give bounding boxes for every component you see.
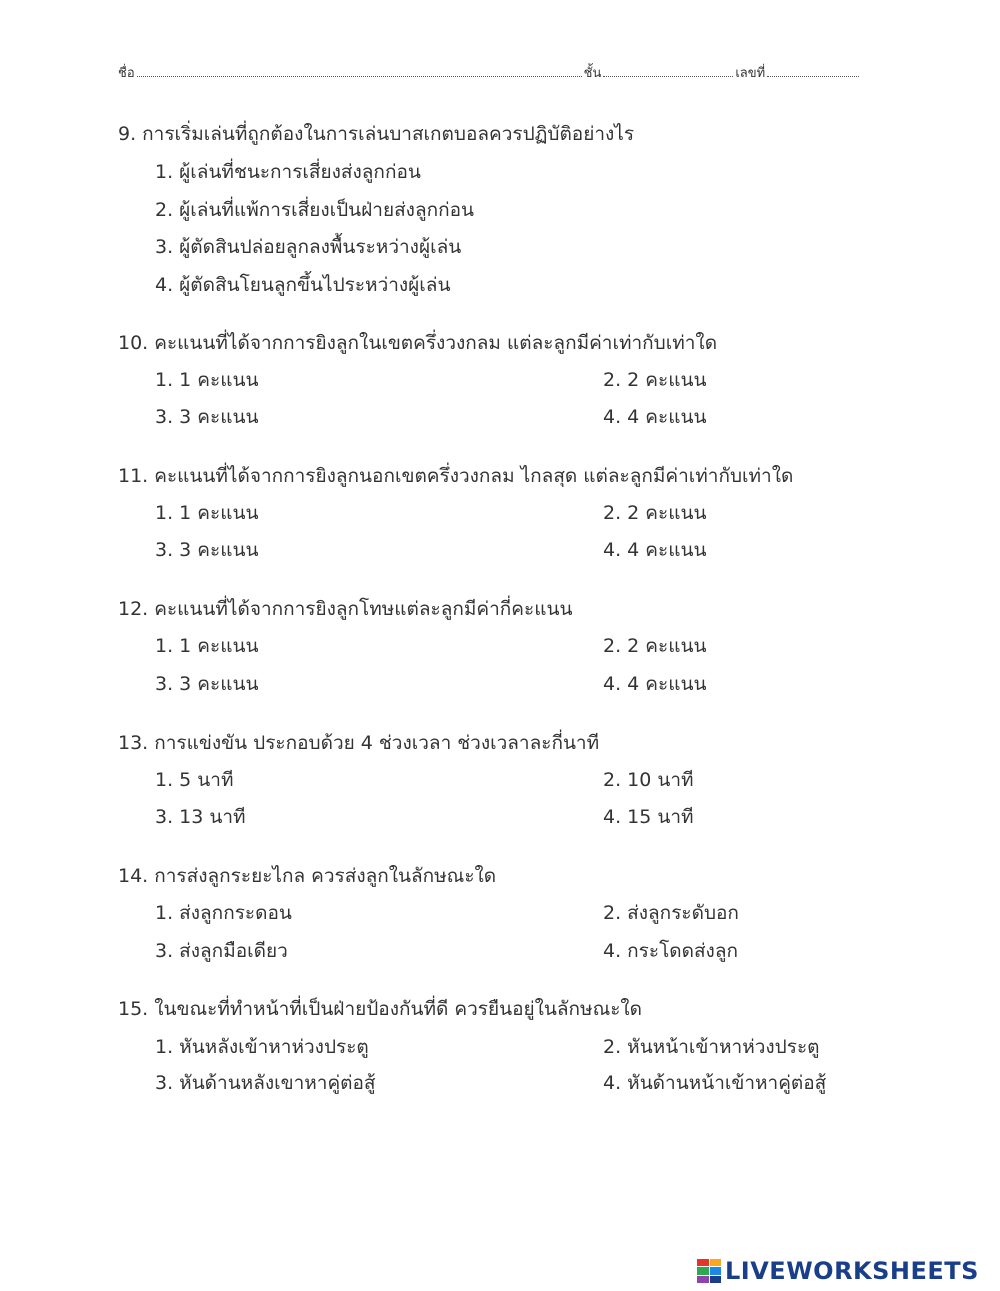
question-title: 15. ในขณะที่ทำหน้าที่เป็นฝ่ายป้องกันที่ดี ควรยืนอยู่ในลักษณะใด xyxy=(118,998,643,1020)
liveworksheets-logo xyxy=(697,1256,979,1286)
question-13 xyxy=(118,731,918,828)
logo-icon-cell xyxy=(697,1276,709,1283)
question-title: 9. การเริ่มเล่นที่ถูกต้องในการเล่นบาสเกตบอลควรปฏิบัติอย่างไร xyxy=(118,123,635,145)
option-2[interactable]: 2. 10 นาที xyxy=(603,769,694,791)
option-3[interactable]: 3. หันด้านหลังเขาหาคู่ต่อสู้ xyxy=(155,1072,376,1094)
question-9 xyxy=(118,122,918,296)
number-field[interactable] xyxy=(767,64,859,77)
number-label: เลขที่ xyxy=(735,66,766,81)
option-1[interactable]: 1. 1 คะแนน xyxy=(155,635,259,657)
option-1[interactable]: 1. หันหลังเข้าหาห่วงประตู xyxy=(155,1036,369,1058)
name-label: ชื่อ xyxy=(118,66,135,81)
option-4[interactable]: 4. 4 คะแนน xyxy=(603,539,707,561)
logo-text: LIVEWORKSHEETS xyxy=(725,1257,979,1285)
option-4[interactable]: 4. 15 นาที xyxy=(603,806,694,828)
option-3[interactable]: 3. 3 คะแนน xyxy=(155,406,259,428)
class-label: ชั้น xyxy=(583,66,602,81)
option-4[interactable]: 4. กระโดดส่งลูก xyxy=(603,940,738,962)
question-title: 12. คะแนนที่ได้จากการยิงลูกโทษแต่ละลูกมีค่ากี่คะแนน xyxy=(118,598,573,620)
option-2[interactable]: 2. 2 คะแนน xyxy=(603,369,707,391)
option-3[interactable]: 3. 3 คะแนน xyxy=(155,539,259,561)
logo-icon-cell xyxy=(697,1259,709,1266)
option-2[interactable]: 2. 2 คะแนน xyxy=(603,635,707,657)
class-field[interactable] xyxy=(603,64,733,77)
logo-icon-cell xyxy=(710,1259,722,1266)
option-3[interactable]: 3. ส่งลูกมือเดียว xyxy=(155,940,288,962)
option-1[interactable]: 1. 5 นาที xyxy=(155,769,234,791)
option-1[interactable]: 1. 1 คะแนน xyxy=(155,369,259,391)
option-4[interactable]: 4. ผู้ตัดสินโยนลูกขึ้นไประหว่างผู้เล่น xyxy=(155,274,451,296)
option-2[interactable]: 2. หันหน้าเข้าหาห่วงประตู xyxy=(603,1036,820,1058)
logo-icon xyxy=(697,1259,721,1283)
name-field[interactable] xyxy=(137,64,582,77)
option-1[interactable]: 1. ส่งลูกกระดอน xyxy=(155,902,292,924)
option-2[interactable]: 2. 2 คะแนน xyxy=(603,502,707,524)
option-2[interactable]: 2. ผู้เล่นที่แพ้การเสี่ยงเป็นฝ่ายส่งลูกก่อน xyxy=(155,199,475,221)
question-11 xyxy=(118,464,918,561)
logo-icon-cell xyxy=(710,1276,722,1283)
option-1[interactable]: 1. 1 คะแนน xyxy=(155,502,259,524)
question-10 xyxy=(118,331,918,428)
question-14 xyxy=(118,864,918,962)
option-4[interactable]: 4. หันด้านหน้าเข้าหาคู่ต่อสู้ xyxy=(603,1072,827,1094)
option-3[interactable]: 3. ผู้ตัดสินปล่อยลูกลงพื้นระหว่างผู้เล่น xyxy=(155,236,462,258)
option-3[interactable]: 3. 3 คะแนน xyxy=(155,673,259,695)
option-4[interactable]: 4. 4 คะแนน xyxy=(603,406,707,428)
question-12 xyxy=(118,597,918,695)
option-2[interactable]: 2. ส่งลูกระดับอก xyxy=(603,902,739,924)
question-title: 11. คะแนนที่ได้จากการยิงลูกนอกเขตครึ่งวงกลม ไกลสุด แต่ละลูกมีค่าเท่ากับเท่าใด xyxy=(118,465,794,487)
logo-icon-cell xyxy=(697,1267,709,1274)
logo-icon-cell xyxy=(710,1267,722,1274)
question-title: 14. การส่งลูกระยะไกล ควรส่งลูกในลักษณะใด xyxy=(118,865,497,887)
question-title: 13. การแข่งขัน ประกอบด้วย 4 ช่วงเวลา ช่วงเวลาละกี่นาที xyxy=(118,732,600,754)
option-1[interactable]: 1. ผู้เล่นที่ชนะการเสี่ยงส่งลูกก่อน xyxy=(155,161,421,183)
question-15 xyxy=(118,997,918,1094)
option-4[interactable]: 4. 4 คะแนน xyxy=(603,673,707,695)
option-3[interactable]: 3. 13 นาที xyxy=(155,806,246,828)
student-info-line xyxy=(118,62,878,83)
question-title: 10. คะแนนที่ได้จากการยิงลูกในเขตครึ่งวงกลม แต่ละลูกมีค่าเท่ากับเท่าใด xyxy=(118,332,718,354)
